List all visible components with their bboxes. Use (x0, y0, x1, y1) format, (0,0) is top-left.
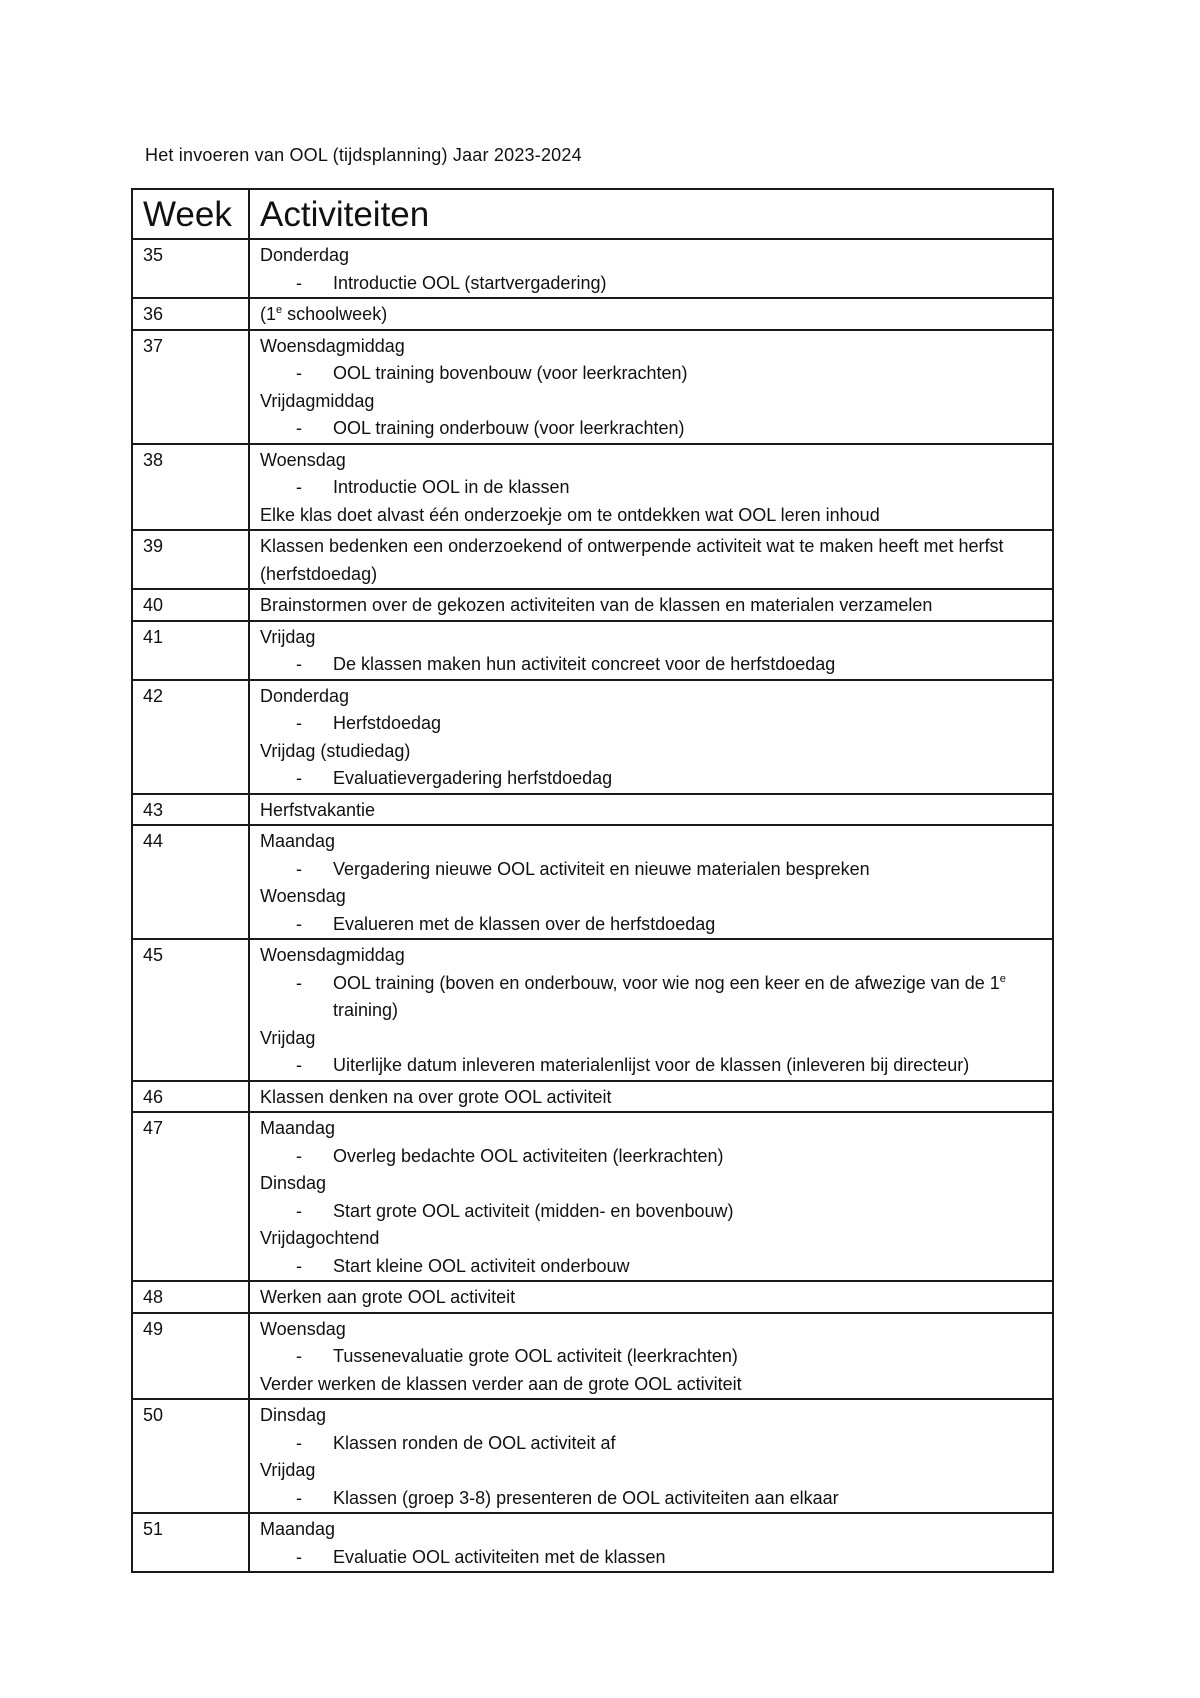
activity-line (260, 1402, 1042, 1430)
schedule-table (131, 188, 1054, 1573)
activities-cell (249, 825, 1053, 939)
table-row (132, 1281, 1053, 1313)
dash-bullet-icon: - (296, 713, 302, 733)
activities-cell (249, 330, 1053, 444)
activity-text: Dinsdag (260, 1173, 327, 1193)
activity-line (260, 683, 1042, 711)
activity-text: OOL training (boven en onderbouw, voor wie nog een keer en de afwezige van de 1 (333, 972, 1000, 993)
activity-bullet (260, 1052, 1042, 1080)
dash-bullet-icon: - (296, 477, 302, 497)
activity-text: Uiterlijke datum inleveren materialenlijst voor de klassen (inleveren bij directeur) (333, 1055, 970, 1075)
dash-bullet-icon: - (296, 768, 302, 788)
activity-line (260, 624, 1042, 652)
activity-bullet (260, 1544, 1042, 1572)
activity-line (260, 592, 1042, 620)
activity-text: Herfstdoedag (333, 713, 442, 733)
activity-line (260, 738, 1042, 766)
activity-line (260, 828, 1042, 856)
dash-bullet-icon: - (296, 363, 302, 383)
week-number: 40 (132, 589, 249, 621)
activity-line (260, 1084, 1042, 1112)
activity-text: OOL training onderbouw (voor leerkrachten) (333, 418, 685, 438)
activity-bullet (260, 651, 1042, 679)
week-number: 44 (132, 825, 249, 939)
week-number: 36 (132, 298, 249, 330)
activity-line (260, 1225, 1042, 1253)
activity-text: Introductie OOL (startvergadering) (333, 272, 607, 293)
activity-text: De klassen maken hun activiteit concreet voor de herfstdoedag (333, 654, 836, 674)
activity-text: Woensdagmiddag (260, 335, 405, 356)
table-row (132, 589, 1053, 621)
activity-line (260, 1457, 1042, 1485)
activity-line (260, 1170, 1042, 1198)
activity-text: Klassen denken na over grote OOL activiteit (260, 1086, 612, 1107)
activity-bullet (260, 1430, 1042, 1458)
activities-cell (249, 1313, 1053, 1400)
activity-text: Klassen (groep 3-8) presenteren de OOL activiteiten aan elkaar (333, 1487, 839, 1508)
ordinal-superscript: e (276, 304, 283, 316)
table-header-row (132, 189, 1053, 239)
activity-text: Klassen ronden de OOL activiteit af (333, 1432, 616, 1453)
activity-text: Start kleine OOL activiteit onderbouw (333, 1255, 630, 1276)
activity-line (260, 1371, 1042, 1399)
activity-text: Herfstvakantie (260, 799, 376, 820)
document-title: Het invoeren van OOL (tijdsplanning) Jaar 2023-2024 (145, 145, 582, 165)
table-row (132, 1513, 1053, 1572)
activity-bullet (260, 1198, 1042, 1226)
activity-text: Evaluatievergadering herfstdoedag (333, 768, 613, 788)
activity-text: Maandag (260, 1519, 336, 1539)
activity-text: Woensdagmiddag (260, 945, 405, 965)
dash-bullet-icon: - (296, 1432, 302, 1453)
activity-bullet (260, 1485, 1042, 1513)
table-row (132, 825, 1053, 939)
activity-line (260, 1025, 1042, 1053)
activity-line (260, 1284, 1042, 1312)
activities-cell (249, 680, 1053, 794)
activity-text: Werken aan grote OOL activiteit (260, 1287, 516, 1307)
activity-bullet (260, 911, 1042, 939)
table-row (132, 239, 1053, 298)
activity-text-continued: schoolweek) (282, 304, 388, 324)
table-row (132, 1399, 1053, 1513)
activity-text: Elke klas doet alvast één onderzoekje om te ontdekken wat OOL leren inhoud (260, 504, 880, 525)
activity-text: (1 (260, 304, 277, 324)
activity-line (260, 1316, 1042, 1344)
dash-bullet-icon: - (296, 654, 302, 674)
table-row (132, 530, 1053, 589)
activity-text: Vrijdag (260, 626, 316, 647)
table-row (132, 1112, 1053, 1281)
activity-bullet (260, 1143, 1042, 1171)
week-number: 50 (132, 1399, 249, 1513)
activity-text: Donderdag (260, 245, 350, 265)
activity-text: Dinsdag (260, 1405, 327, 1425)
activity-line (260, 502, 1042, 530)
activities-cell (249, 1081, 1053, 1113)
week-number: 49 (132, 1313, 249, 1400)
activity-bullet (260, 765, 1042, 793)
activity-text: Start grote OOL activiteit (midden- en bovenbouw) (333, 1200, 734, 1221)
activities-cell (249, 589, 1053, 621)
week-number: 47 (132, 1112, 249, 1281)
dash-bullet-icon: - (296, 1145, 302, 1166)
activity-line (260, 533, 1042, 588)
activity-text: Woensdag (260, 1318, 346, 1339)
dash-bullet-icon: - (296, 1055, 302, 1075)
table-row (132, 444, 1053, 531)
activity-text: Vrijdag (260, 1027, 316, 1048)
activity-text-continued: training) (333, 1000, 399, 1020)
table-row (132, 939, 1053, 1081)
table-row (132, 621, 1053, 680)
week-number: 51 (132, 1513, 249, 1572)
activities-cell (249, 444, 1053, 531)
activity-text: Introductie OOL in de klassen (333, 477, 570, 497)
table-row (132, 298, 1053, 330)
activity-line (260, 388, 1042, 416)
activity-line (260, 301, 1042, 329)
dash-bullet-icon: - (296, 1546, 302, 1567)
activity-line (260, 333, 1042, 361)
activity-bullet (260, 474, 1042, 502)
activities-cell (249, 1112, 1053, 1281)
activity-bullet (260, 270, 1042, 298)
activity-text: Evalueren met de klassen over de herfstdoedag (333, 913, 716, 934)
activity-text: Woensdag (260, 449, 346, 470)
activity-text: Vrijdag (260, 1460, 316, 1480)
activity-bullet (260, 856, 1042, 884)
activities-cell (249, 794, 1053, 826)
activities-cell (249, 298, 1053, 330)
dash-bullet-icon: - (296, 1487, 302, 1508)
activity-line (260, 242, 1042, 270)
activity-text: Verder werken de klassen verder aan de grote OOL activiteit (260, 1373, 742, 1394)
dash-bullet-icon: - (296, 972, 302, 993)
dash-bullet-icon: - (296, 1200, 302, 1221)
activity-bullet (260, 415, 1042, 443)
activities-cell (249, 621, 1053, 680)
dash-bullet-icon: - (296, 858, 302, 879)
dash-bullet-icon: - (296, 1255, 302, 1276)
table-row (132, 1313, 1053, 1400)
activity-line (260, 1516, 1042, 1544)
header-activities: Activiteiten (249, 189, 1053, 239)
activity-text: Maandag (260, 831, 336, 851)
activity-bullet (260, 710, 1042, 738)
table-row (132, 330, 1053, 444)
activity-text: OOL training bovenbouw (voor leerkrachten) (333, 363, 688, 383)
activities-cell (249, 239, 1053, 298)
dash-bullet-icon: - (296, 418, 302, 438)
activities-cell (249, 1281, 1053, 1313)
activity-text: Overleg bedachte OOL activiteiten (leerkrachten) (333, 1145, 724, 1166)
activity-line (260, 883, 1042, 911)
activities-cell (249, 530, 1053, 589)
dash-bullet-icon: - (296, 272, 302, 293)
activity-text: Tussenevaluatie grote OOL activiteit (leerkrachten) (333, 1346, 738, 1366)
week-number: 42 (132, 680, 249, 794)
ordinal-superscript: e (999, 972, 1006, 985)
activity-line (260, 797, 1042, 825)
activity-bullet (260, 360, 1042, 388)
activity-bullet (260, 1253, 1042, 1281)
activity-line (260, 1115, 1042, 1143)
table-row (132, 680, 1053, 794)
week-number: 45 (132, 939, 249, 1081)
activity-text: Donderdag (260, 685, 350, 706)
activity-bullet (260, 1343, 1042, 1371)
week-number: 41 (132, 621, 249, 680)
activity-text: Woensdag (260, 886, 346, 906)
activity-line (260, 942, 1042, 970)
activity-text: Evaluatie OOL activiteiten met de klassen (333, 1546, 666, 1567)
activities-cell (249, 1399, 1053, 1513)
activity-text: Maandag (260, 1118, 336, 1138)
table-row (132, 794, 1053, 826)
table-row (132, 1081, 1053, 1113)
schedule-body (132, 239, 1053, 1572)
activity-text: Vrijdagmiddag (260, 390, 375, 411)
activity-text: Vergadering nieuwe OOL activiteit en nieuwe materialen bespreken (333, 858, 870, 879)
activities-cell (249, 1513, 1053, 1572)
dash-bullet-icon: - (296, 1346, 302, 1366)
week-number: 48 (132, 1281, 249, 1313)
activities-cell (249, 939, 1053, 1081)
week-number: 46 (132, 1081, 249, 1113)
dash-bullet-icon: - (296, 913, 302, 934)
activity-text: Brainstormen over de gekozen activiteiten van de klassen en materialen verzamelen (260, 595, 933, 615)
week-number: 39 (132, 530, 249, 589)
week-number: 37 (132, 330, 249, 444)
week-number: 35 (132, 239, 249, 298)
week-number: 38 (132, 444, 249, 531)
activity-text: Vrijdagochtend (260, 1228, 380, 1248)
activity-bullet (260, 970, 1042, 1025)
activity-text: Klassen bedenken een onderzoekend of ontwerpende activiteit wat te maken heeft met herfst (herfstdoedag) (260, 536, 1004, 584)
activity-line (260, 447, 1042, 475)
activity-text: Vrijdag (studiedag) (260, 740, 411, 761)
week-number: 43 (132, 794, 249, 826)
header-week: Week (132, 189, 249, 239)
